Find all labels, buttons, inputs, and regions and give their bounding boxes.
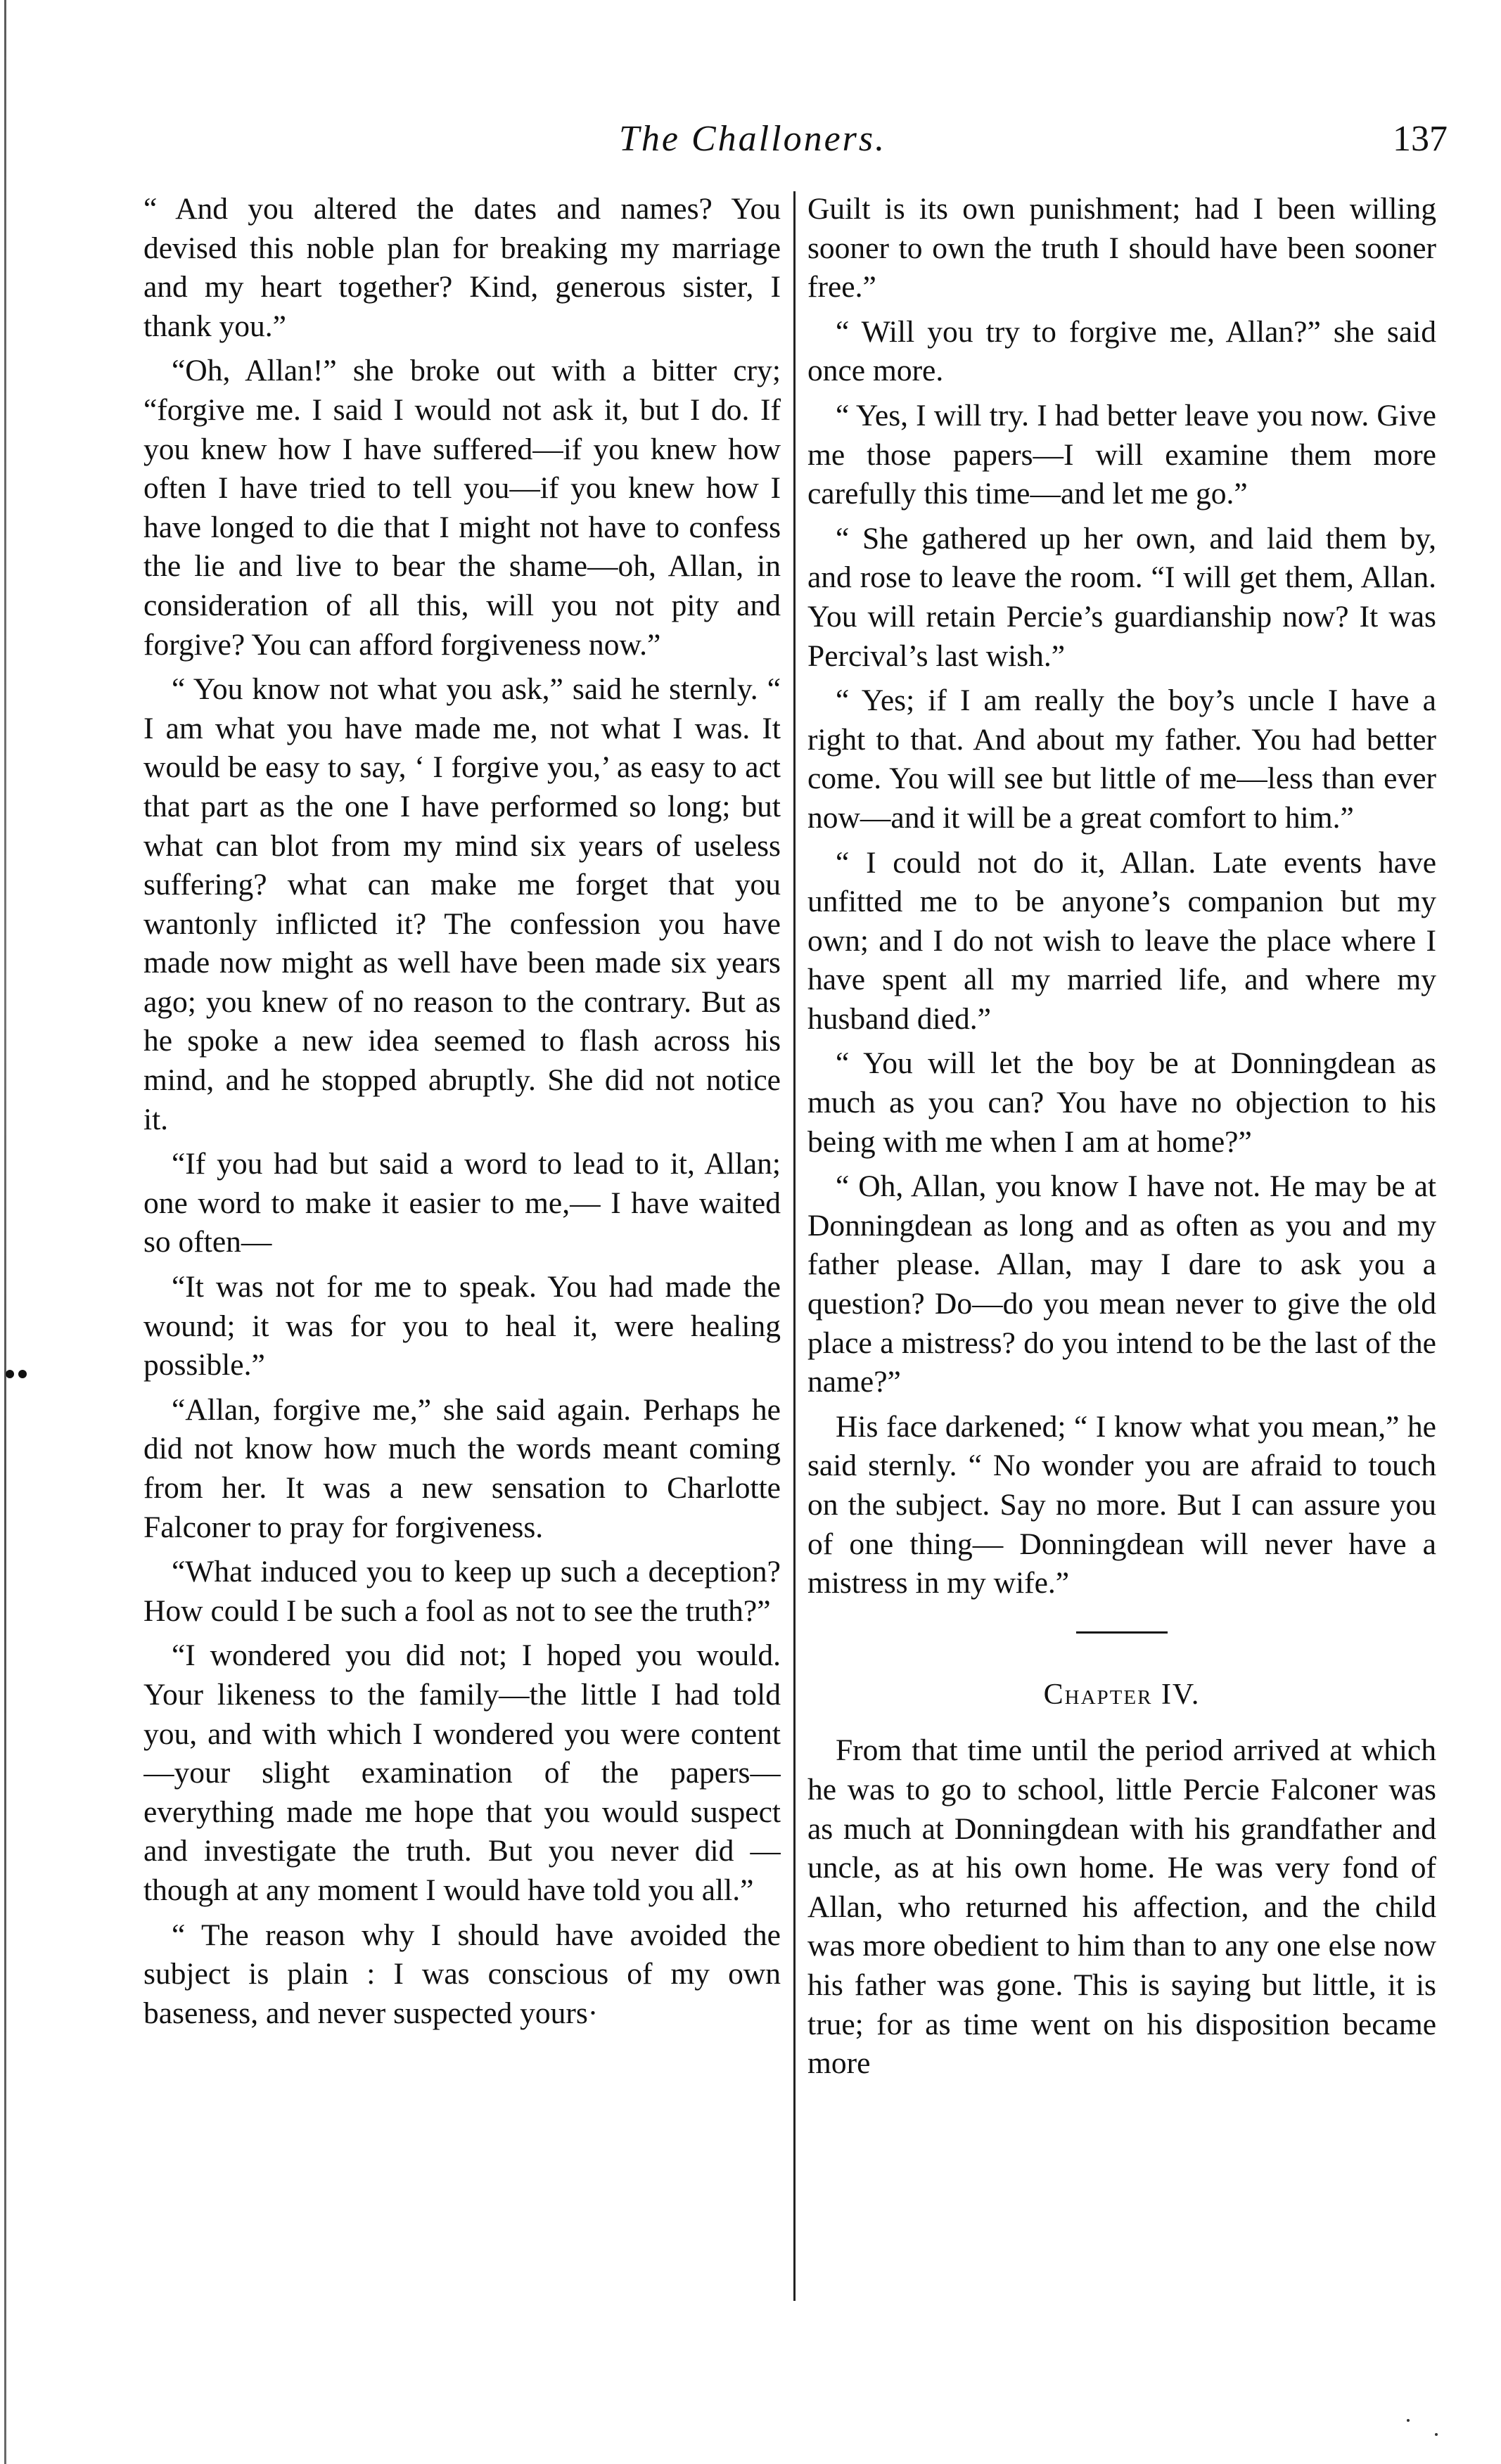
paragraph: His face darkened; “ I know what you mean,” he said sternly. “ No wonder you are afraid to touch on the subject. Say no more. But I can assure you of one thing— Donningdean will never have a mistress in my wife.” xyxy=(807,1409,1436,1600)
left-column xyxy=(143,190,781,2306)
ink-mark xyxy=(6,1370,14,1378)
paragraph: “ She gathered up her own, and laid them by, and rose to leave the room. “I will get them, Allan. You will retain Percie’s guardianship now? It was Percival’s last wish.” xyxy=(807,521,1436,673)
paragraph: “ And you altered the dates and names? You devised this noble plan for breaking my marriage and my heart together? Kind, generous sister, I thank you.” xyxy=(143,192,781,343)
paragraph: “Allan, forgive me,” she said again. Perhaps he did not know how much the words meant coming from her. It was a new sensation to Charlotte Falconer to pray for forgiveness. xyxy=(143,1392,781,1544)
page-edge xyxy=(4,0,6,2464)
paragraph: “ You will let the boy be at Donningdean as much as you can? You have no objection to his being with me when I am at home?” xyxy=(807,1046,1436,1159)
ink-mark xyxy=(18,1370,27,1378)
paragraph: “ You know not what you ask,” said he sternly. “ I am what you have made me, not what I was. It would be easy to say, ‘ I forgive you,’ as easy to act that part as the one I have performed so long; but what can blot from my mind six years of useless suffering? what can make me forget that you wantonly inflicted it? The confession you have made now might as well have been made six years ago; you knew of no reason to the contrary. But as he spoke a new idea seemed to flash across his mind, and he stopped abruptly. She did not notice it. xyxy=(143,672,781,1136)
paragraph: “I wondered you did not; I hoped you would. Your likeness to the family—the little I had told you, and with which I wondered you were content—your slight examination of the papers—everything made me hope that you would suspect and investigate the truth. But you never did —though at any moment I would have told you all.” xyxy=(143,1638,781,1907)
paragraph: “What induced you to keep up such a deception? How could I be such a fool as not to see the truth?” xyxy=(143,1555,781,1628)
paper-speck xyxy=(1435,2433,1438,2436)
right-column xyxy=(807,190,1436,2306)
section-rule xyxy=(1076,1631,1168,1634)
paragraph: “ The reason why I should have avoided the subject is plain : I was conscious of my own baseness, and never suspected yours· xyxy=(143,1918,781,2030)
margin-marks xyxy=(3,1370,31,1387)
column-divider xyxy=(793,191,796,2301)
paragraph: “It was not for me to speak. You had made the wound; it was for you to heal it, were healing possible.” xyxy=(143,1270,781,1382)
paragraph: “ Oh, Allan, you know I have not. He may be at Donningdean as long and as often as you and my father please. Allan, may I dare to ask you a question? Do—do you mean never to give the old place a mistress? do you intend to be the last of the name?” xyxy=(807,1169,1436,1399)
paragraph: “If you had but said a word to lead to it, Allan; one word to make it easier to me,— I have waited so often— xyxy=(143,1147,781,1259)
paragraph: From that time until the period arrived at which he was to go to school, little Percie Falconer was as much at Donningdean with his grandfather and uncle, as at his own home. He was very fond of Allan, who returned his affection, and the child was more obedient to him than to any one else now his father was gone. This is saying but little, it is true; for as time went on his disposition became more xyxy=(807,1733,1436,2081)
paragraph: Guilt is its own punishment; had I been willing sooner to own the truth I should have been sooner free.” xyxy=(807,192,1436,304)
paper-speck xyxy=(1407,2419,1410,2422)
page-number: 137 xyxy=(1393,119,1448,159)
page-header xyxy=(0,118,1501,174)
paragraph: “ Yes, I will try. I had better leave you now. Give me those papers—I will examine them more carefully this time—and let me go.” xyxy=(807,398,1436,511)
paragraph: “ I could not do it, Allan. Late events have unfitted me to be anyone’s companion but my own; and I do not wish to leave the place where I have spent all my married life, and where my husband died.” xyxy=(807,845,1436,1036)
chapter-heading: Chapter IV. xyxy=(1043,1678,1201,1711)
paragraph: “Oh, Allan!” she broke out with a bitter cry; “forgive me. I said I would not ask it, but I do. If you knew how I have suffered—if you knew how often I have tried to tell you—if you knew how I have longed to die that I might not have to confess the lie and live to bear the shame—oh, Allan, in consideration of all this, will you not pity and forgive? You can afford forgiveness now.” xyxy=(143,354,781,662)
running-head: The Challoners. xyxy=(619,119,887,159)
paragraph: “ Yes; if I am really the boy’s uncle I have a right to that. And about my father. You had better come. You will see but little of me—less than ever now—and it will be a great comfort to him.” xyxy=(807,684,1436,835)
paragraph: “ Will you try to forgive me, Allan?” she said once more. xyxy=(807,314,1436,388)
